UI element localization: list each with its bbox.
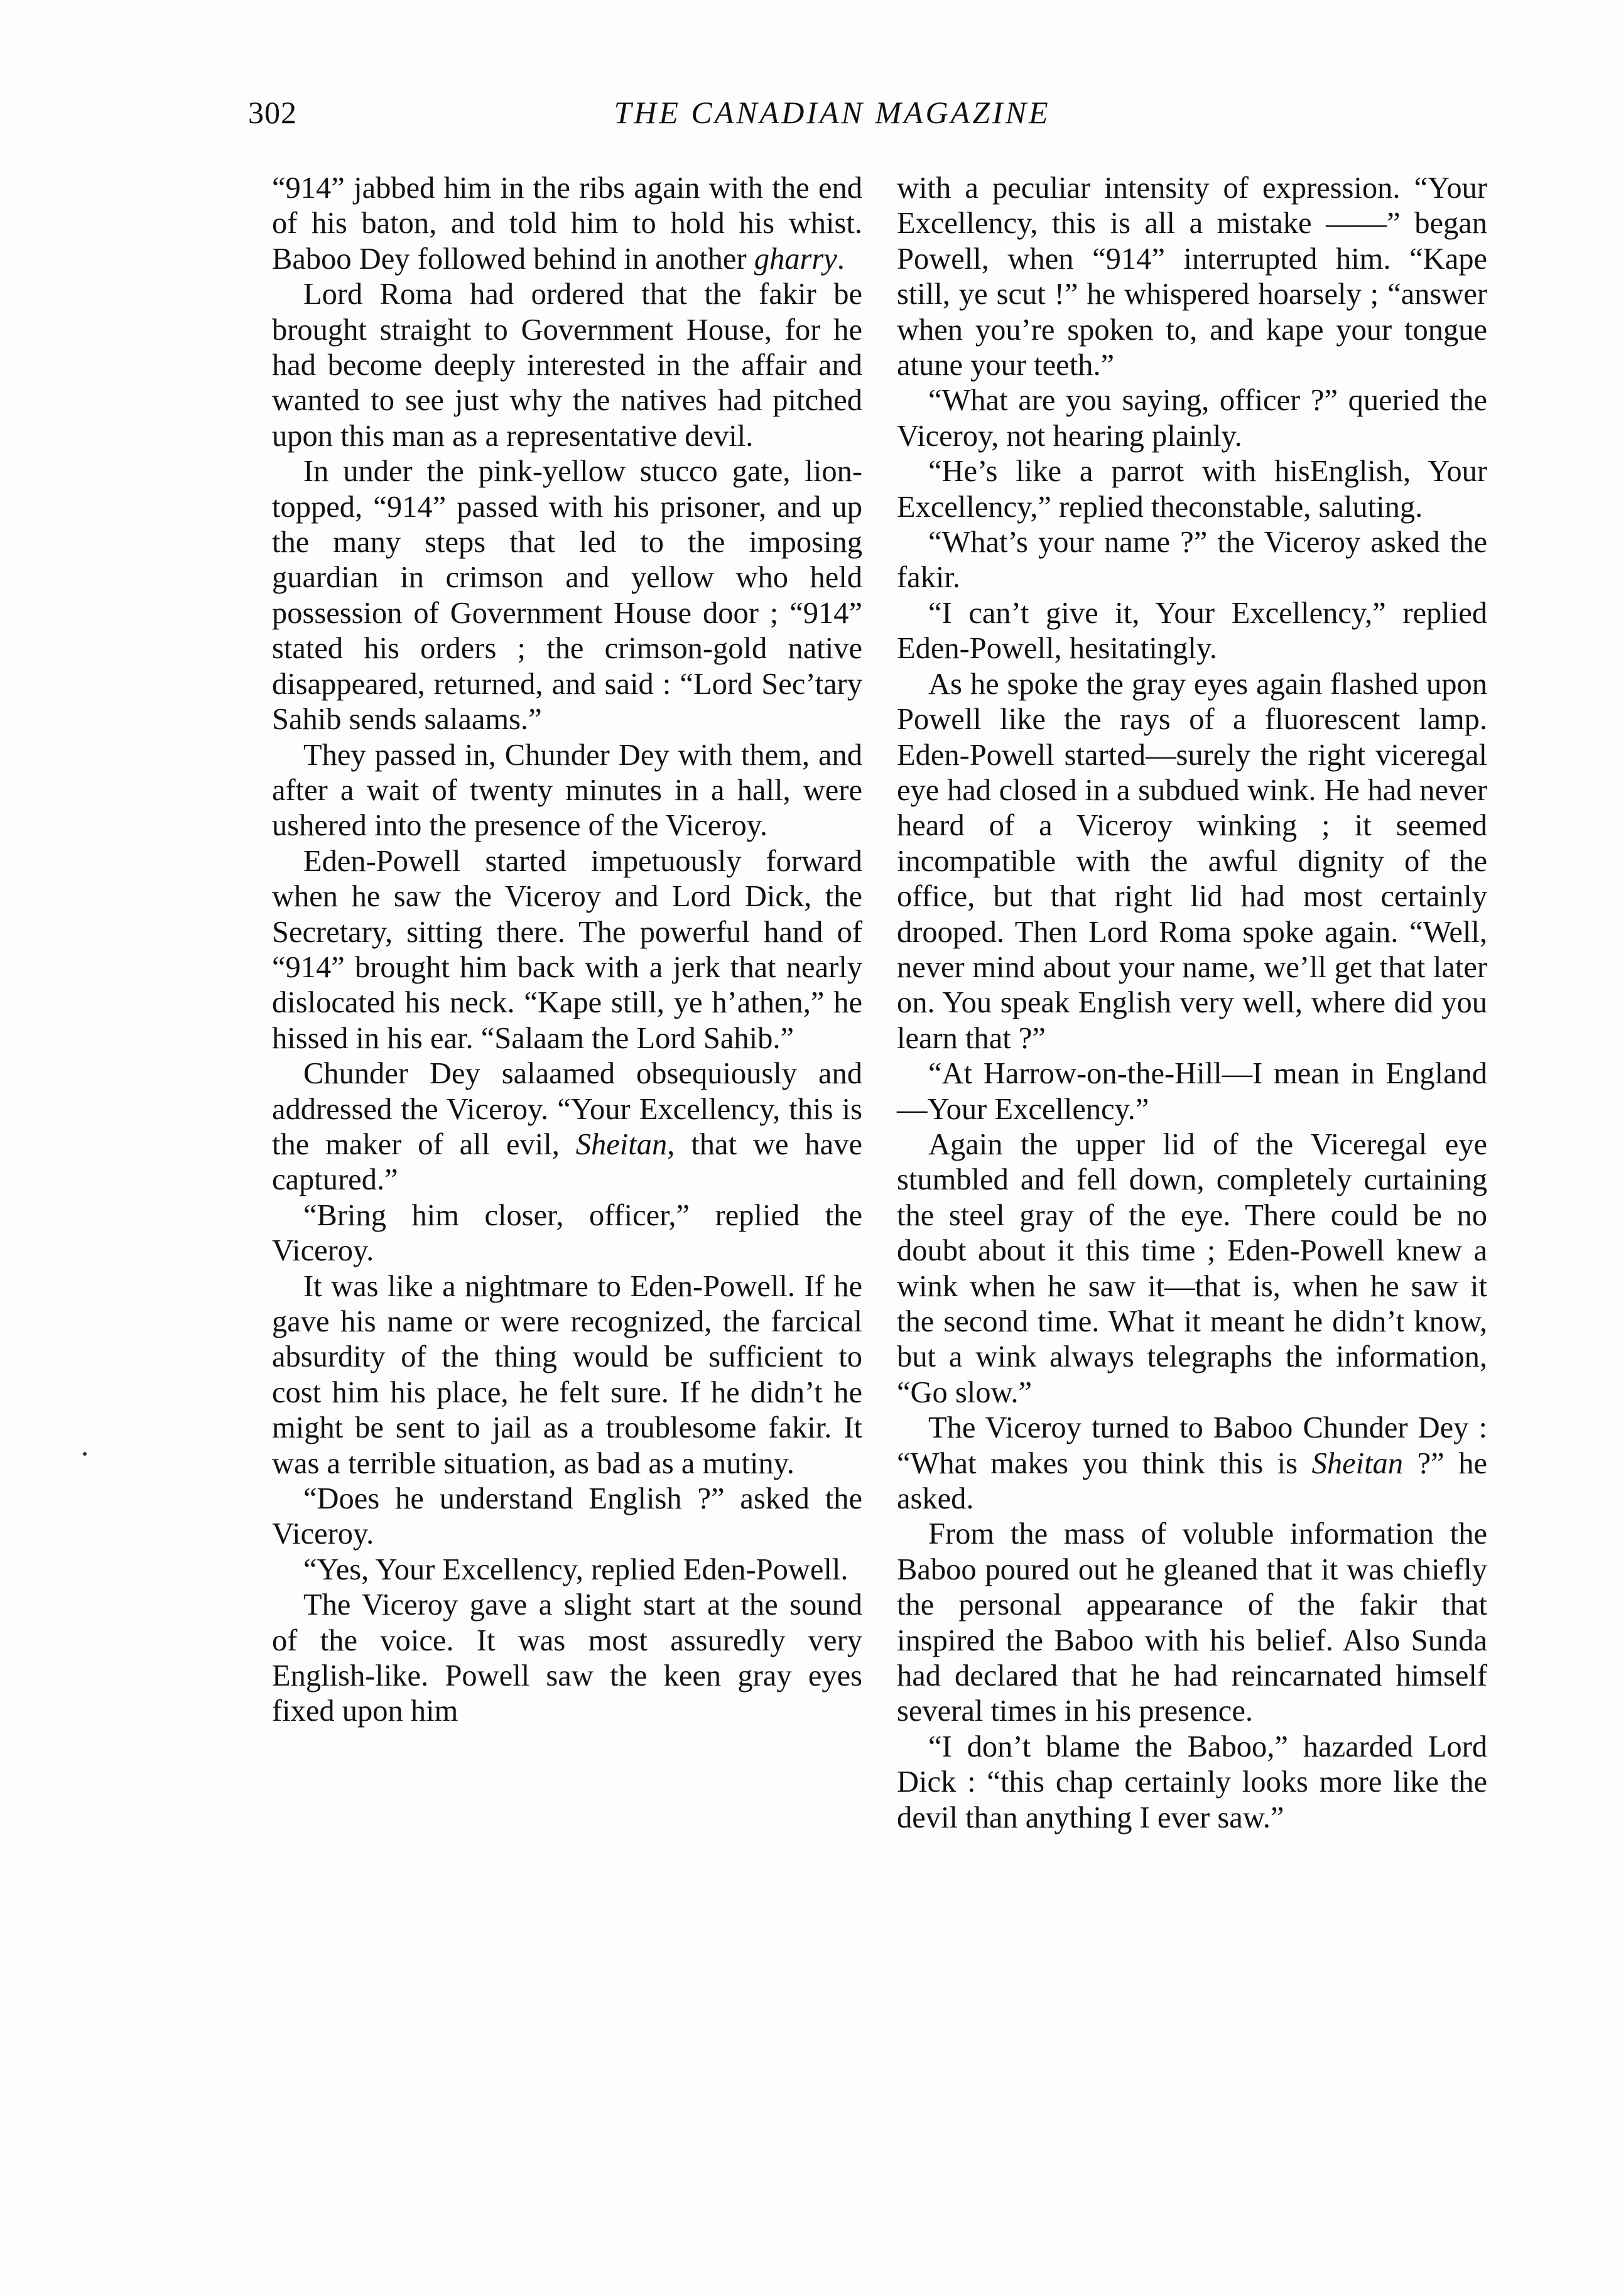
paragraph: “At Harrow-on-the-Hill—I mean in England—Your Excellency.” xyxy=(897,1057,1487,1126)
paragraph: Chunder Dey salaamed obsequiously and addressed the Viceroy. “Your Excellency, this is the maker of all evil, Sheitan, that we have captured.” xyxy=(272,1057,862,1197)
paragraph: “Does he understand English ?” asked the Viceroy. xyxy=(272,1482,862,1551)
paragraph: In under the pink-yellow stucco gate, lion-topped, “914” passed with his prisoner, and up the many steps that led to the imposing guardian in crimson and yellow who held possession of Government House door ; “914” stated his orders ; the crimson-gold native disappeared, returned, and said : “Lord Sec’tary Sahib sends salaams.” xyxy=(272,455,862,737)
paragraph: “He’s like a parrot with hisEnglish, Your Excellency,” replied theconstable, saluting. xyxy=(897,455,1487,524)
paragraph: “What’s your name ?” the Viceroy asked the fakir. xyxy=(897,526,1487,595)
running-title: THE CANADIAN MAGAZINE xyxy=(614,95,1051,130)
page-number: 302 xyxy=(248,95,297,130)
right-column xyxy=(897,171,1487,1836)
page-header xyxy=(248,94,1391,151)
paragraph: “I can’t give it, Your Excellency,” replied Eden-Powell, hesitatingly. xyxy=(897,596,1487,666)
paragraph: “Bring him closer, officer,” replied the Viceroy. xyxy=(272,1198,862,1268)
paragraph: From the mass of voluble information the Baboo poured out he gleaned that it was chiefly the personal appearance of the fakir that inspired the Baboo with his belief. Also Sunda had declared that he had reincarnated himself several times in his presence. xyxy=(897,1517,1487,1728)
paragraph: As he spoke the gray eyes again flashed upon Powell like the rays of a fluorescent lamp. Eden-Powell started—surely the right viceregal eye had closed in a subdued wink. He had never heard of a Viceroy winking ; it seemed incompatible with the awful dignity of the office, but that right lid had most certainly drooped. Then Lord Roma spoke again. “Well, never mind about your name, we’ll get that later on. You speak English very well, where did you learn that ?” xyxy=(897,667,1487,1055)
paragraph: Again the upper lid of the Viceregal eye stumbled and fell down, completely curtaining the steel gray of the eye. There could be no doubt about it this time ; Eden-Powell knew a wink when he saw it—that is, when he saw it the second time. What it meant he didn’t know, but a wink always telegraphs the information, “Go slow.” xyxy=(897,1127,1487,1409)
paragraph: They passed in, Chunder Dey with them, and after a wait of twenty minutes in a hall, were ushered into the presence of the Viceroy. xyxy=(272,738,862,843)
paragraph: The Viceroy gave a slight start at the sound of the voice. It was most assuredly very English-like. Powell saw the keen gray eyes fixed upon him xyxy=(272,1588,862,1728)
paragraph: It was like a nightmare to Eden-Powell. If he gave his name or were recognized, the farcical absurdity of the thing would be sufficient to cost him his place, he felt sure. If he didn’t he might be sent to jail as a troublesome fakir. It was a terrible situation, as bad as a mutiny. xyxy=(272,1269,862,1480)
paragraph: Lord Roma had ordered that the fakir be brought straight to Government House, for he had become deeply interested in the affair and wanted to see just why the natives had pitched upon this man as a representative devil. xyxy=(272,278,862,453)
paragraph: Eden-Powell started impetuously forward when he saw the Viceroy and Lord Dick, the Secretary, sitting there. The powerful hand of “914” brought him back with a jerk that nearly dislocated his neck. “Kape still, ye h’athen,” he hissed in his ear. “Salaam the Lord Sahib.” xyxy=(272,844,862,1055)
paragraph: “914” jabbed him in the ribs again with the end of his baton, and told him to hold his whist. Baboo Dey followed behind in another gharry. xyxy=(272,171,862,276)
left-column xyxy=(272,171,862,1730)
paragraph: “I don’t blame the Baboo,” hazarded Lord Dick : “this chap certainly looks more like the devil than anything I ever saw.” xyxy=(897,1730,1487,1834)
paragraph: with a peculiar intensity of expression. “Your Excellency, this is all a mistake ——” began Powell, when “914” interrupted him. “Kape still, ye scut !” he whispered hoarsely ; “answer when you’re spoken to, and kape your tongue atune your teeth.” xyxy=(897,171,1487,382)
paragraph: “What are you saying, officer ?” queried the Viceroy, not hearing plainly. xyxy=(897,384,1487,453)
paragraph: The Viceroy turned to Baboo Chunder Dey : “What makes you think this is Sheitan ?” he asked. xyxy=(897,1411,1487,1516)
paragraph: “Yes, Your Excellency, replied Eden-Powell. xyxy=(303,1552,848,1586)
scan-speck xyxy=(83,1452,87,1456)
